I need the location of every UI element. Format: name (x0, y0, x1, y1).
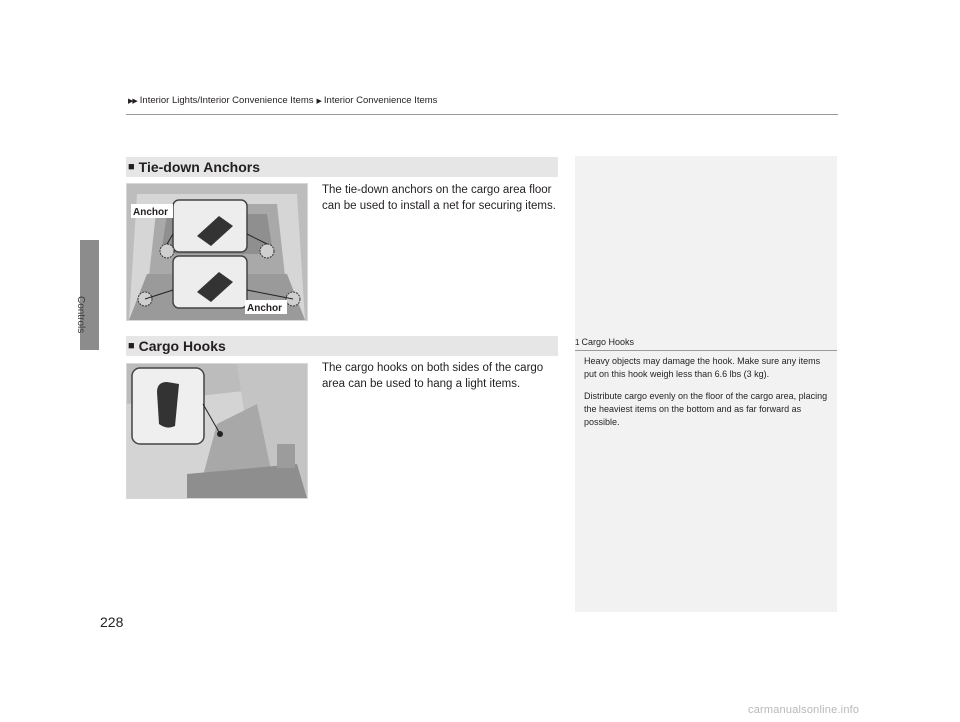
breadcrumb-current[interactable]: Interior Convenience Items (323, 95, 438, 106)
tie-down-heading-text: Tie-down Anchors (138, 159, 260, 175)
cargo-hooks-note (575, 334, 837, 438)
breadcrumb-parent[interactable]: Interior Lights/Interior Convenience Items (139, 95, 314, 106)
square-bullet-icon: ■ (128, 161, 135, 173)
note-paragraph-1: Heavy objects may damage the hook. Make sure any items put on this hook weigh less than 6.6 lbs (3 kg). (584, 356, 821, 379)
cargo-hooks-body: The cargo hooks on both sides of the cargo area can be used to hang a light items. (322, 362, 544, 390)
tie-down-heading (126, 157, 558, 177)
tie-down-body: The tie-down anchors on the cargo area floor can be used to install a net for securing items. (322, 184, 556, 212)
note-text (575, 351, 837, 429)
chapter-label: Controls (75, 296, 86, 334)
header-rule (126, 114, 838, 115)
double-arrow-icon: ▶▶ (128, 97, 137, 105)
anchor-callout-top: Anchor (133, 207, 168, 218)
cargo-hooks-heading (126, 336, 558, 356)
note-paragraph-2: Distribute cargo evenly on the floor of the cargo area, placing the heaviest items on the bottom and as far forward as possible. (584, 391, 828, 427)
tie-down-anchor-illustration (126, 183, 308, 321)
note-marker-icon: 1 (575, 337, 580, 347)
chapter-tab (80, 240, 99, 350)
arrow-icon: ▶ (316, 97, 321, 105)
note-title-text: Cargo Hooks (581, 337, 634, 347)
cargo-hooks-heading-text: Cargo Hooks (138, 338, 226, 354)
note-title (575, 334, 837, 347)
anchor-callout-bottom: Anchor (247, 303, 282, 314)
page-number: 228 (100, 614, 124, 630)
cargo-hook-illustration (126, 363, 308, 499)
watermark[interactable]: carmanualsonline.info (748, 704, 860, 716)
breadcrumb (128, 95, 437, 106)
square-bullet-icon: ■ (128, 340, 135, 352)
